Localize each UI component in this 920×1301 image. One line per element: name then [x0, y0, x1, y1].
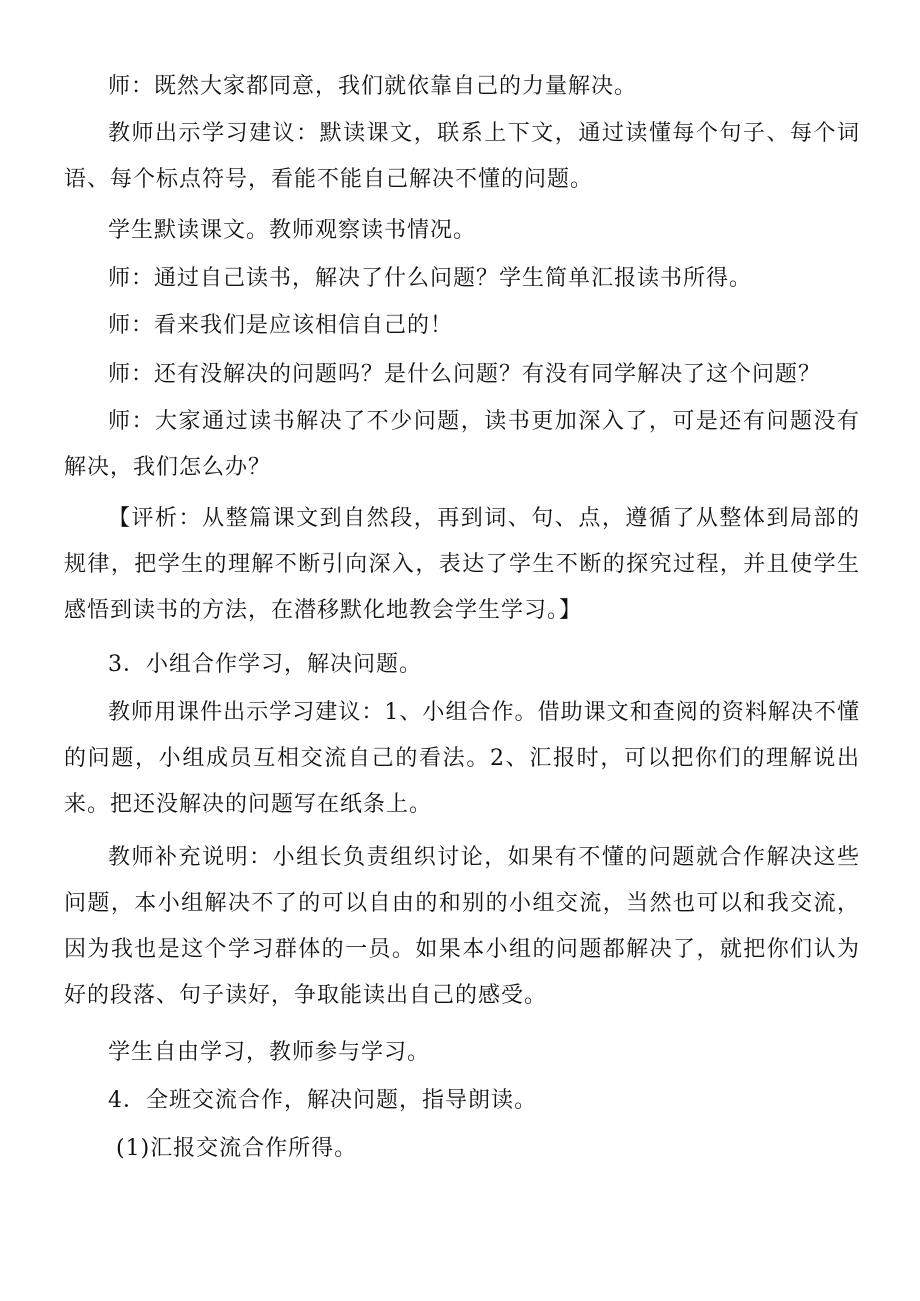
paragraph-supplementary-note: 教师补充说明：小组长负责组织讨论，如果有不懂的问题就合作解决这些问题，本小组解决不了的可以自由的和别的小组交流，当然也可以和我交流，因为我也是这个学习群体的一员。如果本小组的问题都解决了，就把你们认为好的段落、句子读好，争取能读出自己的感受。 — [64, 845, 860, 1008]
paragraph-believe-yourself: 师：看来我们是应该相信自己的！ — [108, 313, 454, 338]
paragraph-free-study: 学生自由学习，教师参与学习。 — [108, 1040, 431, 1065]
paragraph-commentary: 【评析：从整篇课文到自然段，再到词、句、点，遵循了从整体到局部的规律，把学生的理解不断引向深入，表达了学生不断的探究过程，并且使学生感悟到读书的方法，在潜移默化地教会学生学习。】 — [64, 506, 860, 623]
paragraph-solved-questions: 师：通过自己读书，解决了什么问题？学生简单汇报读书所得。 — [108, 266, 753, 291]
heading-class-exchange: 4．全班交流合作，解决问题，指导朗读。 — [108, 1088, 537, 1113]
paragraph-study-suggestion: 教师出示学习建议：默读课文，联系上下文，通过读懂每个句子、每个词语、每个标点符号，看能不能自己解决不懂的问题。 — [64, 121, 860, 192]
paragraph-unsolved-questions: 师：还有没解决的问题吗？是什么问题？有没有同学解决了这个问题？ — [108, 362, 822, 387]
heading-group-study: 3．小组合作学习，解决问题。 — [108, 652, 422, 677]
paragraph-what-to-do: 师：大家通过读书解决了不少问题，读书更加深入了，可是还有问题没有解决，我们怎么办？ — [64, 409, 860, 480]
list-item-report: (1)汇报交流合作所得。 — [116, 1136, 358, 1161]
paragraph-teacher-agree: 师：既然大家都同意，我们就依靠自己的力量解决。 — [108, 74, 638, 99]
paragraph-silent-reading: 学生默读课文。教师观察读书情况。 — [108, 218, 477, 243]
paragraph-courseware-suggestion: 教师用课件出示学习建议：1、小组合作。借助课文和查阅的资料解决不懂的问题，小组成员互相交流自己的看法。2、汇报时，可以把你们的理解说出来。把还没解决的问题写在纸条上。 — [64, 700, 860, 817]
